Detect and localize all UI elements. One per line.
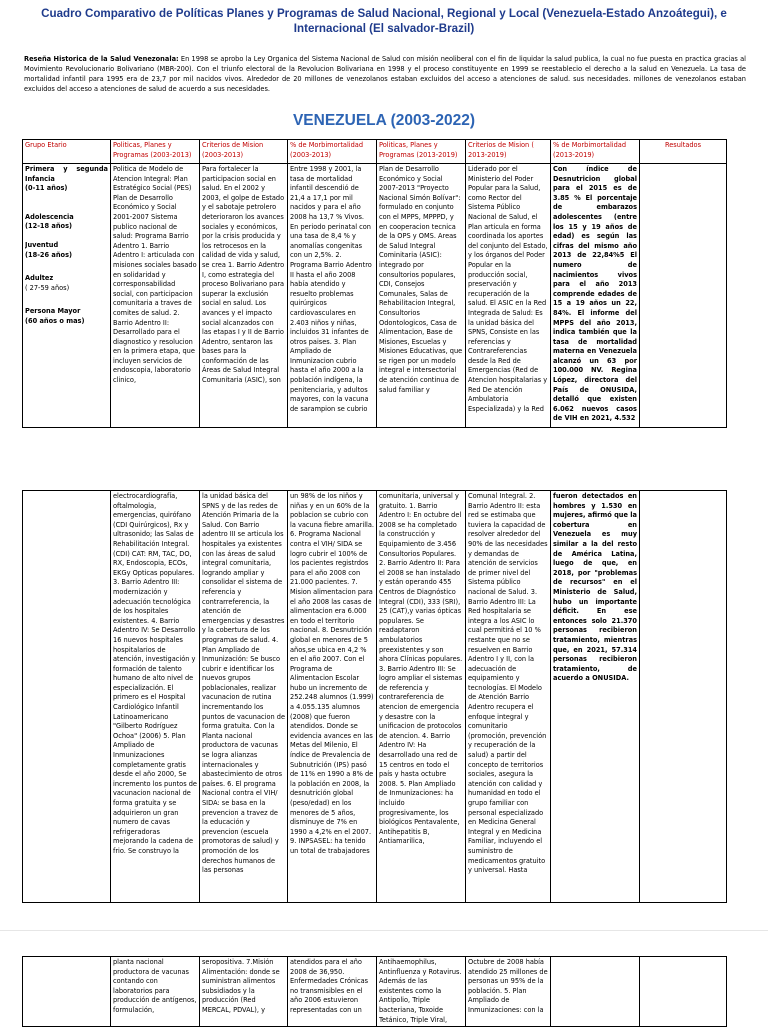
cell-resultados	[640, 491, 727, 903]
cell-criterios-2003	[200, 491, 288, 903]
cell-text: Para fortalecer la participacion social en salud. En el 2002 y 2003, el golpe de Estado y el sabotaje petrolero deterioraron los avances sociales y económicos, por la crisis producida y los retrocesos en la calidad de vida y salud, se crea 1. Barrio Adentro I, como estrategia del proceso Bolivariano para superar la exclusión social en salud. Los avances y el impacto social alcanzados con las etapas I y II de Barrio Adentro, sentaron las bases para la conformación de las Áreas de Salud Integral Comunitaria (ASIC), son	[202, 165, 285, 385]
cell-grupo-etario	[23, 957, 111, 1027]
cell-grupo-etario	[23, 164, 111, 428]
cell-text	[642, 492, 724, 901]
cell-text: Plan de Desarrollo Económico y Social 2007-2013 "Proyecto Nacional Simón Bolívar": formulado en conjunto con el MPPS, MPPPD, y en cooperacion tecnica de la OPS y OMS. Areas de Salud Integral Cominitaria (ASIC): integrado por consultorios populares, CDI, Consejos Comunales, Salas de Rehabilitacion Integral, Consultorios Odontologicos, Casa de Alimentacion, Base de Misiones, Escuelas y Misiones Educativas, que se rigen por un modelo integral e intersectorial de atención continua de salud familiar y	[379, 165, 463, 394]
cell-criterios-2013	[466, 164, 551, 428]
cell-politicas-2013	[377, 957, 466, 1027]
cell-politicas-2003	[111, 491, 200, 903]
cell-criterios-2003	[200, 957, 288, 1027]
cell-morbimortalidad-2003	[288, 491, 377, 903]
header-criterios-2003: Criterios de Mision (2003-2013)	[200, 140, 288, 164]
page-break	[0, 930, 768, 931]
cell-resultados	[640, 164, 727, 428]
cell-morbimortalidad-2003	[288, 164, 377, 428]
cell-criterios-2013	[466, 957, 551, 1027]
cell-morbimortalidad-2013	[551, 957, 640, 1027]
cell-morbimortalidad-2003	[288, 957, 377, 1027]
table-row	[23, 957, 727, 1027]
comparison-table-part-1	[22, 139, 727, 428]
cell-text: comunitaria, universal y gratuito. 1. Barrio Adentro I: En octubre del 2008 se ha completado la construcción y Equipamiento de 3.456 Consultorios Populares. 2. Barrio Adentro II: Para el 2008 se han instalado y están operando 455 Centros de Diagnóstico Integral (CDI), 333 (SRI), 25 (CAT),y varias ópticas populares. Se readaptaron ambulatorios preexistentes y son ahora Clínicas populares. 3. Barrio Adentro III: Se logro ampliar el sistemas de referencia y contrareferencia de atencion de emergencia y desastre con la unificacion de protocolos de atencion. 4. Barrio Adentro IV: Ha desarrollado una red de 15 centros en todo el país y hasta octubre 2008. 5. Plan Ampliado de Inmunizaciones: ha incluido progresivamente, los biológicos Pentavalente, Antihepatitis B, Antiamarilica,	[379, 492, 463, 846]
cell-morbimortalidad-2013	[551, 164, 640, 428]
comparison-table-part-3	[22, 956, 727, 1027]
cell-politicas-2003	[111, 164, 200, 428]
cell-text: fueron detectados en hombres y 1.530 en mujeres, afirmó que la cobertura en Venezuela es muy similar a la del resto de América Latina, luego de que, en 2018, por "problemas de recursos" en el Ministerio de Salud, hubo un importante déficit. En ese entonces solo 21.370 personas recibieron tratamiento, mientras que, en 2021, 57.314 personas recibieron tratamiento, de acuerdo a ONUSIDA.	[553, 492, 637, 683]
cell-politicas-2013	[377, 164, 466, 428]
cell-text: Octubre de 2008 había atendido 25 millones de personas un 95% de la población. 5. Plan Ampliado de Inmunizaciones: con la	[468, 958, 548, 1014]
header-resultados: Resultados	[640, 140, 727, 164]
cell-morbimortalidad-2013	[551, 491, 640, 903]
country-heading: VENEZUELA (2003-2022)	[292, 112, 476, 129]
cell-text: Antihaemophilus, Antinfluenza y Rotavirus. Además de las existentes como la Antipolio, Triple bacteriana, Toxoide Tetánico, Triple Viral,	[379, 958, 462, 1024]
header-morbimortalidad-2003: % de Morbimortalidad (2003-2013)	[288, 140, 377, 164]
cell-text	[25, 492, 108, 901]
cell-text	[553, 958, 637, 1025]
age-range: ( 27-59 años)	[25, 283, 70, 292]
age-range: (60 años o mas)	[25, 316, 85, 325]
intro-label: Reseña Historica de la Salud Venezonala:	[24, 55, 179, 63]
cell-politicas-2013	[377, 491, 466, 903]
header-criterios-2013: Criterios de Mision ( 2013-2019)	[466, 140, 551, 164]
age-group-label: Primera y segunda Infancia	[25, 165, 108, 183]
age-group-label: Adolescencia	[25, 212, 74, 221]
cell-text: seropositiva. 7.Misión Alimentación: donde se suministran alimentos subsidiados y la producción (Red MERCAL, PDVAL), y	[202, 958, 280, 1014]
header-grupo-etario: Grupo Etario	[23, 140, 111, 164]
cell-resultados	[640, 957, 727, 1027]
cell-text: planta nacional productora de vacunas contando con laboratorios para producción de antígenos, formulación,	[113, 958, 197, 1014]
header-politicas-2003: Politicas, Planes y Programas (2003-2013)	[111, 140, 200, 164]
table-row	[23, 164, 727, 428]
header-morbimortalidad-2013: % de Morbimortalidad (2013-2019)	[551, 140, 640, 164]
table-row	[23, 491, 727, 903]
comparison-table-part-2	[22, 490, 727, 903]
header-politicas-2013: Politicas, Planes y Programas (2013-2019)	[377, 140, 466, 164]
cell-criterios-2003	[200, 164, 288, 428]
cell-text: Con índice de Desnutricion global para el 2015 es de 3.85 % El porcentaje de embarazos adolescentes (entre los 15 y 19 años de edad) es según las cifras del mismo año 2013 de 22,84%5 El numero de nacimientos vivos para el año 2013 comprende edades de 15 a 19 años un 22, 84%. El informe del MPPS del año 2013, indica también que la tasa de mortalidad materna en Venezuela alcanzó un 63 por 100.000 NV. Regina López, directora del País de ONUSIDA, detalló que existen 6.062 nuevos casos de VIH en 2021, 4.532	[553, 165, 637, 423]
cell-criterios-2013	[466, 491, 551, 903]
document-title: Cuadro Comparativo de Políticas Planes y Programas de Salud Nacional, Regional y Local (Venezuela-Estado Anzoátegui), e Internacional (El salvador-Brazil)	[41, 7, 727, 35]
age-group-label: Adultez	[25, 274, 54, 283]
cell-politicas-2003	[111, 957, 200, 1027]
age-range: (18-26 años)	[25, 250, 73, 259]
cell-grupo-etario	[23, 491, 111, 903]
cell-text: Politica de Modelo de Atencion Integral: Plan Estratégico Social (PES) Plan de Desarrollo Económico y Social 2001-2007 Sistema publico nacional de salud: Programa Barrio Adentro 1. Barrio Adentro I: articulada con misiones sociales basado en solidaridad y corresponsabilidad social, con participacion comunitaria a traves de comites de salud. 2. Barrio Adentro II: Desarrollado para el diagnostico y resolucion en la primera etapa, que incluyen servicios de endoscopia, laboratorio clinico,	[113, 165, 197, 385]
intro-text: En 1998 se aprobo la Ley Organica del Sistema Nacional de Salud con misión neoliberal con el fin de liquidar la salud publica, la cual no fue puesta en practica gracias al Movimiento Revolucionario Bolivariano (MBR-200). Con el triunfo electoral de la Revolucion Bolivariana en 1998 y el proceso constituyente en 1999 se reestablecio el derecho a la salud en Venezuela. La tasa de mortalidad infantil para 1995 era de 23,7 por mil nacidos vivos. Alrededor de 20 millones de venezolanos estaban excluidos del acceso a atenciones de salud. sus necesidades. millones de venezolanos estaban excluidos del acceso a atenciones de salud de acuerdo a sus necesidades.	[24, 55, 746, 93]
cell-text: un 98% de los niños y niñas y en un 60% de la poblacion se cubrio con la vacuna fiebre amarilla. 6. Programa Nacional contra el VIH/ SIDA se logro cubrir el 100% de los pacientes registrdos para el año 2008 con 21.000 pacientes. 7. Mision alimentacion para el año 2008 las casas de alimentacion era 6.000 en todo el territorio nacional. 8. Desnutrición global en menores de 5 años,se ubica en 4,2 % en el año 2007. Con el Programa de Alimentacion Escolar hubo un incremento de 252.248 alumnos (1.999) a 4.055.135 alumnos (2008) que fueron atendidos. Donde se evidencia avances en las Metas del Milenio, El índice de Prevalencia de Subnutrición (IPS) pasó de 11% en 1990 a 8% de la población en 2008, la desnutrición global (peso/edad) en los menores de 5 años, disminuye de 7% en 1990 a 4,2% en el 2007. 9. INPSASEL: ha tenido un total de trabajadores	[290, 492, 374, 855]
age-range: (12-18 años)	[25, 222, 73, 231]
cell-text: Entre 1998 y 2001, la tasa de mortalidad infantil descendió de 21,4 a 17,1 por mil nacidos y para el año 2008 ha 13,7 % Vivos. En periodo perinatal con una tasa de 8,4 % y anomalías congenitas con un 2,5%. 2. Programa Barrio Adentro II hasta el año 2008 había atendido y resuelto problemas quirúrgicos cardiovasculares en 2.403 niños y niñas, incluidos 31 infantes de otros paises. 3. Plan Ampliado de Inmunizacion cubrio hasta el año 2000 a la población indígena, la penitenciaria, y adultos mayores, con la vacuna de sarampion se cubrio	[290, 165, 372, 413]
cell-text: la unidad básica del SPNS y de las redes de Atención Primaria de la Salud. Con Barrio adentro III se articula los hospitales ya existentes con las áreas de salud integral comunitaria, logrando ampliar y consolidar el sistema de referencia y contrarreferencia, la atención de emergencias y desastres y la cobertura de los programas de salud. 4. Plan Ampliado de Inmunización: Se busco cubrir e identificar los nuevos grupos poblacionales, realizar vacunacion de rutina incrementando los puntos de vacunacion de forma gratuita. Con la Planta nacional productora de vacunas se logra alianzas internacionales y abastecimiento de otros países. 6. El programa Nacional contra el VIH/ SIDA: se basa en la prevencion a travez de la educación y prevencion (escuela promotoras de salud) y promoción de los derechos humanos de las personas	[202, 492, 285, 875]
cell-text: electrocardiografía, oftalmologia, emergencias, quirófano (CDI Quirúrgicos), Rx y ultrasonido; las Salas de Rehabilitación Integral. (CDI) CAT: RM, TAC, DO, RX, Endoscopia, ECOs, EKGy Opticas populares. 3. Barrio Adentro III: modernización y adecuación tecnológica de los hospitales existentes. 4. Barrio Adentro IV: Se Desarrollo 16 nuevos hospitales hospitalarios de atención, investigación y formación de talento humano de alto nivel de especialización. El primero es el Hospital Cardiológico Infantil Latinoamericano "Gilberto Rodríguez Ochoa" (2006) 5. Plan Ampliado de Inmunizaciones completamente gratis desde el año 2000, Se incremento los puntos de vacunacion nacional de forma gratuita y se adquirieron un gran numero de cavas refrigeradoras mejorando la cadena de frio. Se construyo la	[113, 492, 197, 855]
cell-text	[25, 958, 108, 1025]
age-group-label: Persona Mayor	[25, 307, 81, 316]
table-header-row	[23, 140, 727, 164]
cell-text: Liderado por el Ministerio del Poder Popular para la Salud, como Rector del Sistema Público Nacional de Salud, el Plan articula en forma coordinada los aportes del conjunto del Estado, y los órganos del Poder Popular en la producción social, preservación y recuperación de la salud. El ASIC en la Red Integrada de Salud: Es la unidad básica del SPNS, Consiste en las referencias y Contrareferencias desde la Red de Emergencias (Red de Atencion hospitalarias y Red De atención Ambulatoria Especializada) y la Red	[468, 165, 548, 413]
age-range: (0-11 años)	[25, 184, 68, 193]
cell-text	[642, 165, 724, 426]
cell-text: atendidos para el año 2008 de 36,950. Enfermedades Crónicas no transmisibles en el año 2006 estuvieron representadas con un	[290, 958, 369, 1014]
cell-text: Comunal Integral. 2. Barrio Adentro II: esta red se estimaba que tuviera la capacidad de resolver alrededor del 90% de las necesidades y demandas de atención de servicios de primer nivel del Sistema público nacional de Salud. 3. Barrio Adentro III: La Red hospitalaria se integra a los ASIC lo cual permitirá el 10 % restante que no se resuelven en Barrio Adentro I y II, con la adecuación de equipamiento y tecnologías. El Modelo de Atención Barrio Adentro recupera el enfoque integral y comunitario (promoción, prevención y recuperación de la salud) a partir del concepto de territorios sociales, asegura la atención con calidad y humanidad en todo el grupo familiar con personal especializado en Medicina General Integral y en Medicina Familiar, incluyendo el suministro de medicamentos gratuito y universal. Hasta	[468, 492, 548, 875]
intro-paragraph	[24, 54, 746, 94]
age-group-label: Juventud	[25, 240, 59, 249]
cell-text	[642, 958, 724, 1025]
